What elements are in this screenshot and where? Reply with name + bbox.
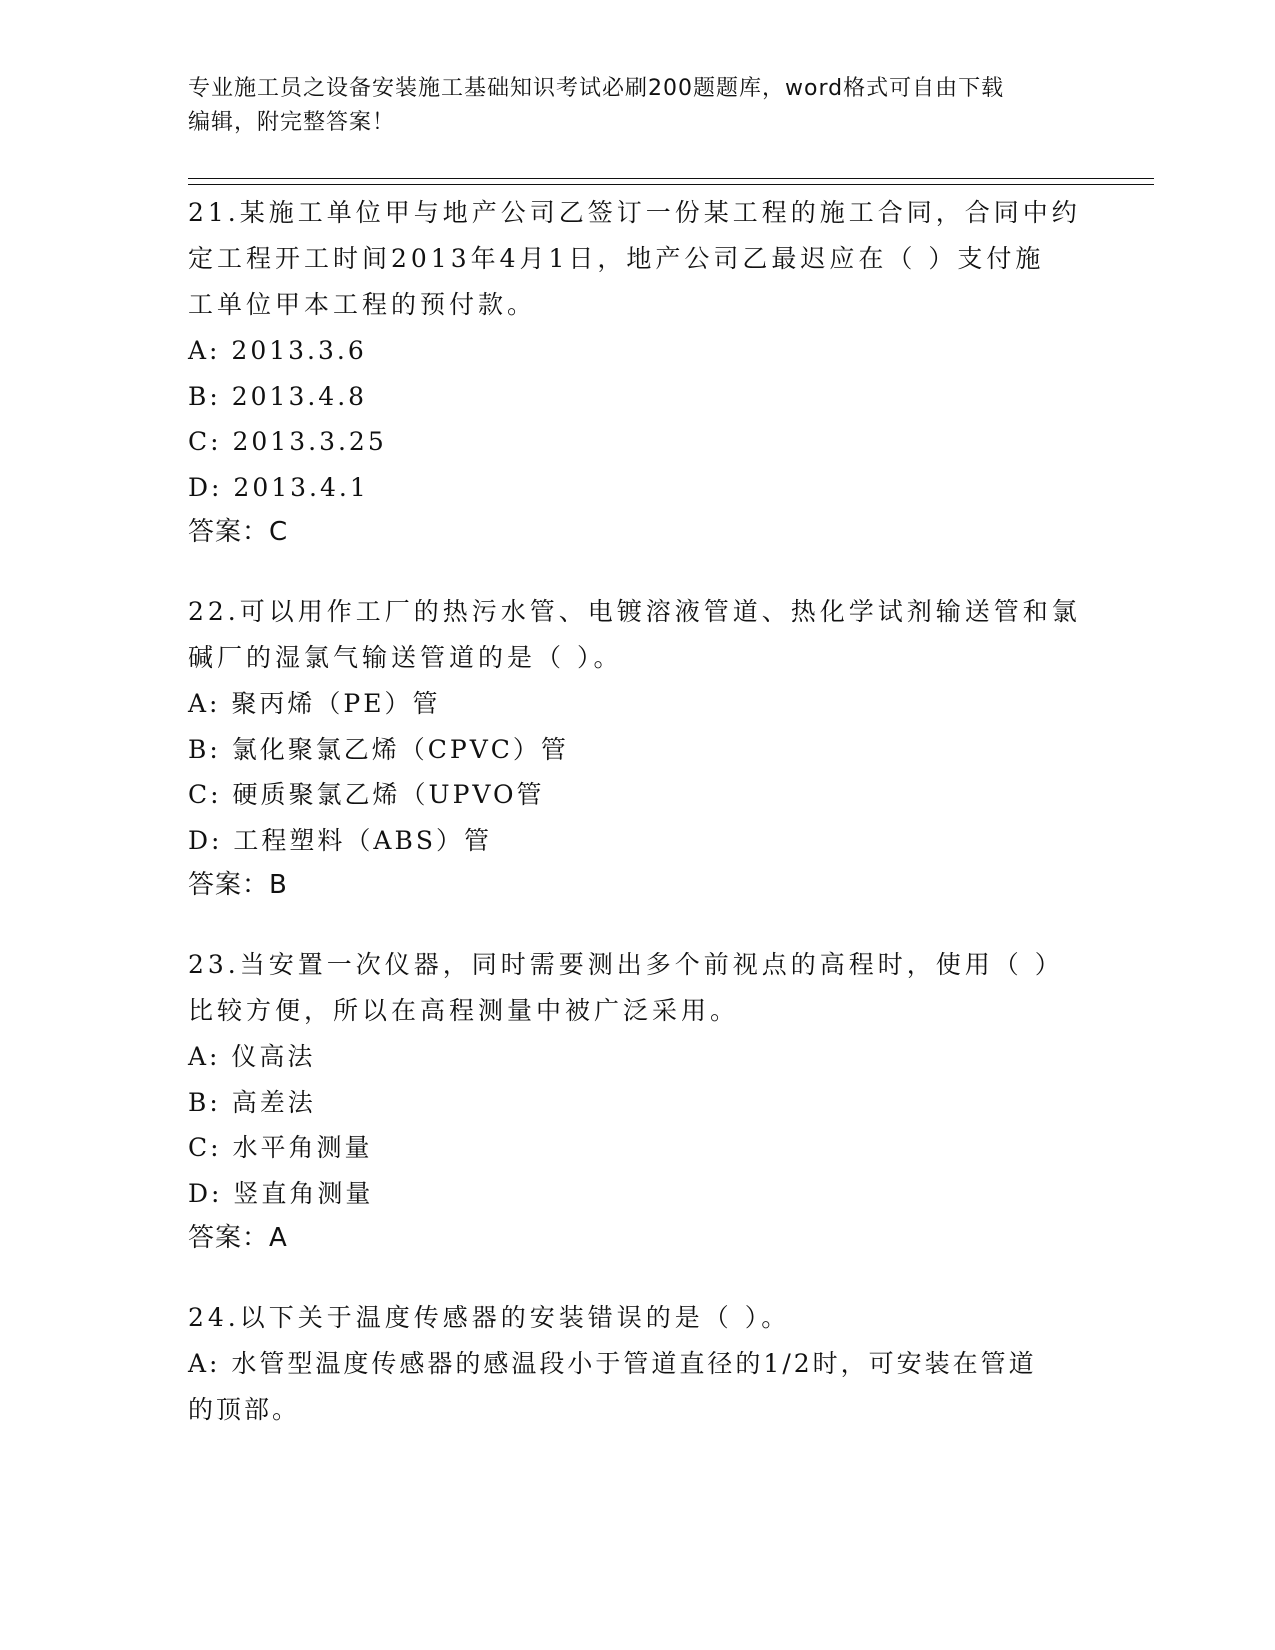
question-list xyxy=(188,190,1088,1466)
option-c: C: 水平角测量 xyxy=(188,1133,373,1162)
question-23 xyxy=(188,942,1088,1261)
option-c: C: 硬质聚氯乙烯（UPVO管 xyxy=(188,780,545,809)
question-22 xyxy=(188,589,1088,908)
option-d: D: 2013.4.1 xyxy=(188,472,369,502)
option-b: B: 高差法 xyxy=(188,1087,316,1117)
option-b: B: 氯化聚氯乙烯（CPVC）管 xyxy=(188,734,569,764)
answer-label: 答案：B xyxy=(188,870,288,900)
option-c: C: 2013.3.25 xyxy=(188,427,387,456)
question-stem-line: 24.以下关于温度传感器的安装错误的是（ ）。 xyxy=(188,1303,791,1332)
question-21 xyxy=(188,190,1088,555)
option-d: D: 工程塑料（ABS）管 xyxy=(188,825,492,855)
option-a: A: 聚丙烯（PE）管 xyxy=(188,689,441,718)
question-24 xyxy=(188,1295,1088,1432)
header-line-1: 专业施工员之设备安装施工基础知识考试必刷200题题库，word格式可自由下载 xyxy=(188,76,1005,101)
option-a: A: 2013.3.6 xyxy=(188,336,367,365)
option-d: D: 竖直角测量 xyxy=(188,1178,374,1208)
answer-label: 答案：C xyxy=(188,517,289,547)
header-divider-top xyxy=(188,178,1154,179)
document-header xyxy=(188,72,1088,140)
option-a: A: 仪高法 xyxy=(188,1042,316,1071)
option-a: A: 水管型温度传感器的感温段小于管道直径的1/2时，可安装在管道 xyxy=(188,1349,1037,1378)
question-stem-line: 工单位甲本工程的预付款。 xyxy=(188,290,537,319)
question-stem-line: 21.某施工单位甲与地产公司乙签订一份某工程的施工合同，合同中约 xyxy=(188,198,1081,227)
question-stem-line: 23.当安置一次仪器，同时需要测出多个前视点的高程时，使用（ ） xyxy=(188,950,1064,979)
header-line-2: 编辑，附完整答案！ xyxy=(188,110,396,135)
option-b: B: 2013.4.8 xyxy=(188,381,368,411)
question-stem-line: 定工程开工时间2013年4月1日，地产公司乙最迟应在（ ）支付施 xyxy=(188,244,1045,273)
header-divider-bottom xyxy=(188,184,1154,185)
question-stem-line: 比较方便，所以在高程测量中被广泛采用。 xyxy=(188,996,740,1025)
option-a-continued: 的顶部。 xyxy=(188,1394,301,1424)
answer-label: 答案：A xyxy=(188,1223,288,1253)
question-stem-line: 碱厂的湿氯气输送管道的是（ ）。 xyxy=(188,643,623,672)
question-stem-line: 22.可以用作工厂的热污水管、电镀溶液管道、热化学试剂输送管和氯 xyxy=(188,597,1081,626)
